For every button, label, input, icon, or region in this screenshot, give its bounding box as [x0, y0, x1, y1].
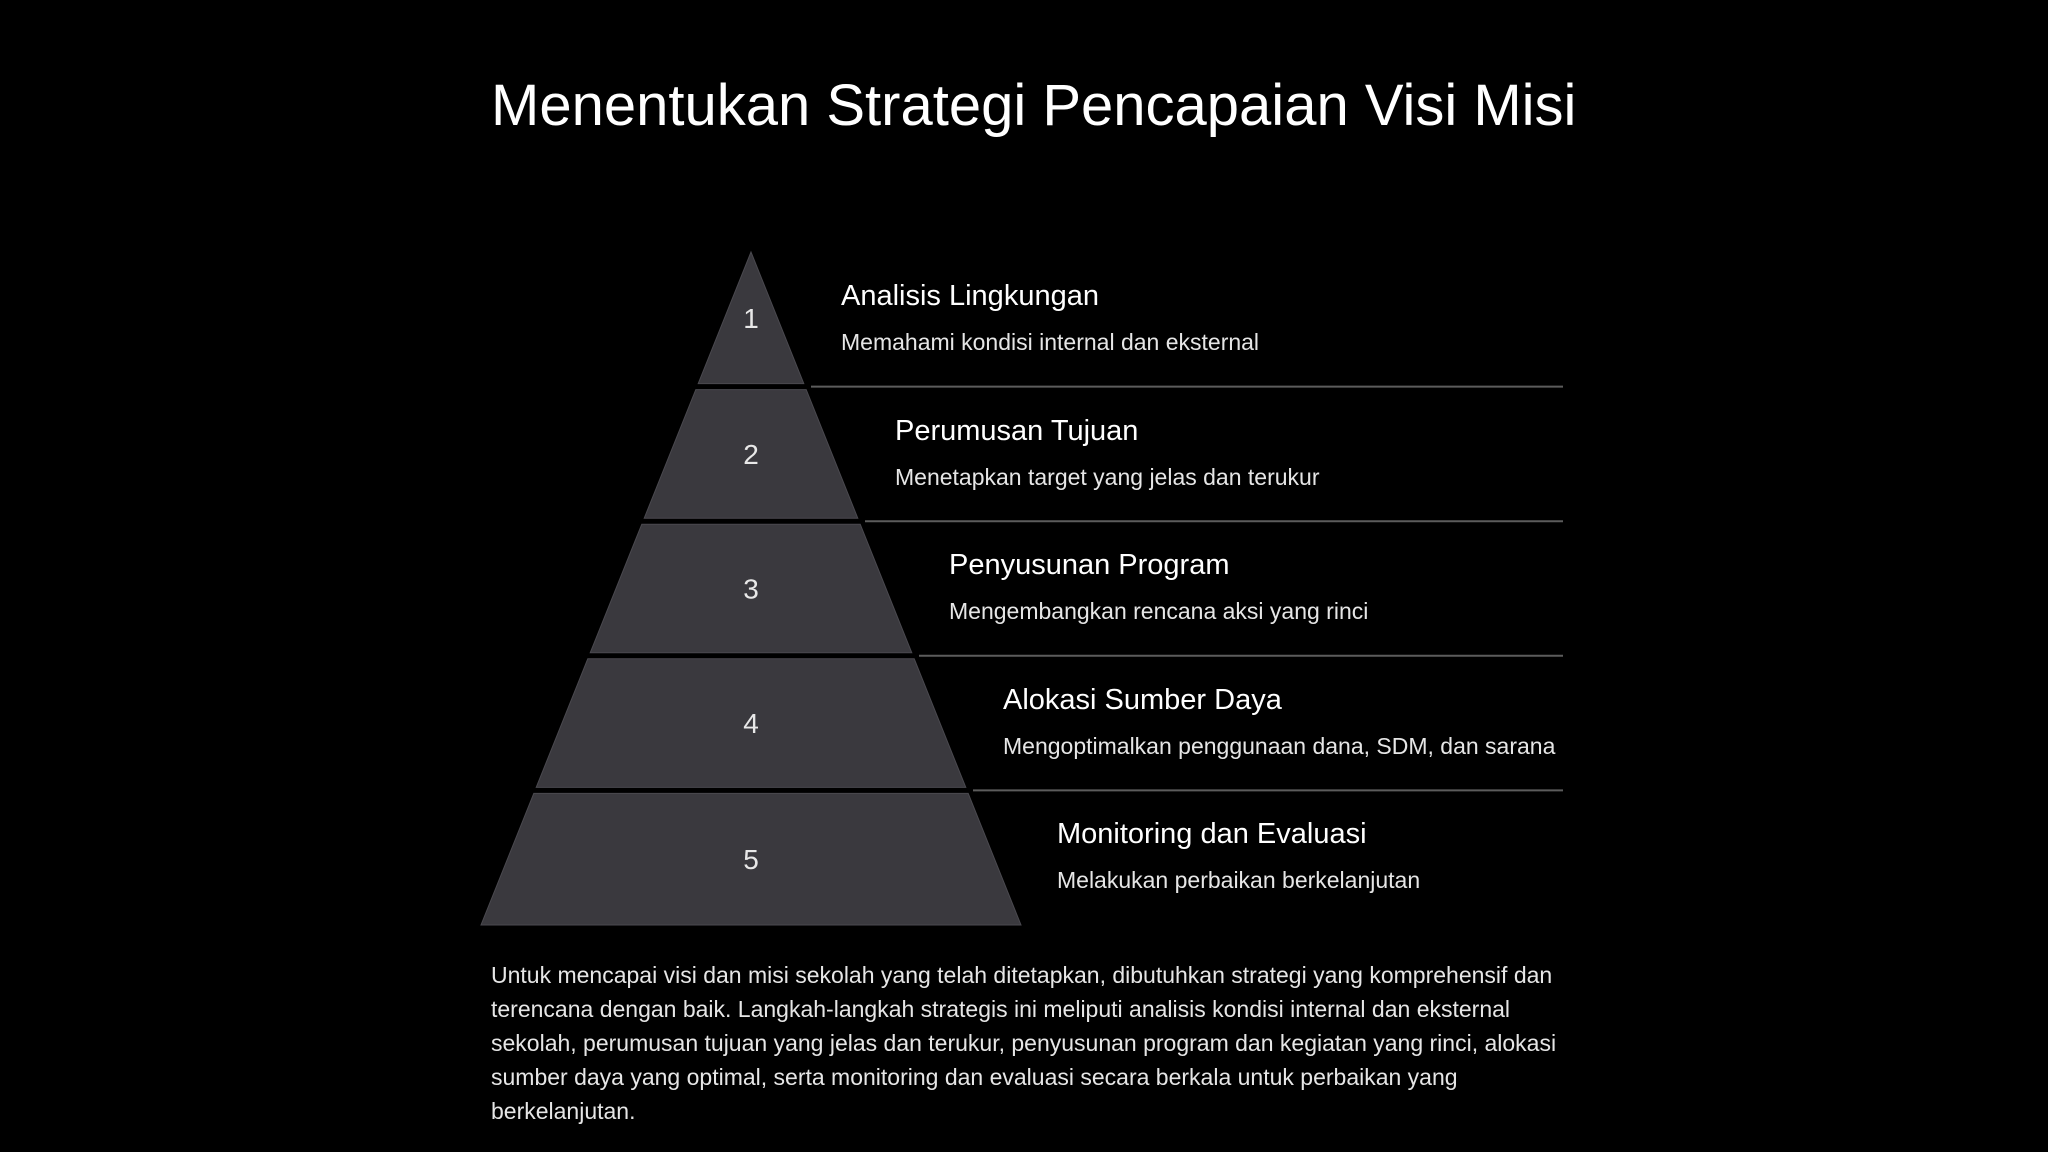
step-label-2 [895, 413, 1320, 491]
step-label-5 [1057, 816, 1420, 894]
step-label-3 [949, 547, 1368, 625]
step-title: Analisis Lingkungan [841, 280, 1099, 312]
step-description: Melakukan perbaikan berkelanjutan [1057, 867, 1421, 894]
summary-paragraph: Untuk mencapai visi dan misi sekolah yang telah ditetapkan, dibutuhkan strategi yang komprehensif dan terencana dengan baik. Langkah-langkah strategis ini meliputi analisis kondisi internal dan eksternal sekolah, perumusan tujuan yang jelas dan terukur, penyusunan program dan kegiatan yang rinci, alokasi sumber daya yang optimal, serta monitoring dan evaluasi secara berkala untuk perbaikan yang berkelanjutan. [491, 962, 1557, 1124]
step-title: Alokasi Sumber Daya [1003, 683, 1282, 716]
step-description: Mengembangkan rencana aksi yang rinci [949, 598, 1369, 625]
step-number-5: 5 [743, 844, 759, 876]
step-description: Menetapkan target yang jelas dan terukur [895, 463, 1320, 490]
slide-title: Menentukan Strategi Pencapaian Visi Misi [491, 73, 1577, 138]
step-number-2: 2 [743, 438, 759, 470]
step-title: Monitoring dan Evaluasi [1057, 818, 1367, 851]
step-title: Penyusunan Program [949, 549, 1230, 582]
pyramid-numbers [743, 303, 759, 875]
step-number-3: 3 [743, 573, 759, 605]
step-description: Memahami kondisi internal dan eksternal [841, 329, 1260, 355]
step-label-4 [1003, 682, 1555, 760]
step-description: Mengoptimalkan penggunaan dana, SDM, dan sarana [1003, 732, 1556, 759]
step-number-4: 4 [743, 708, 759, 740]
step-label-1 [841, 278, 1259, 356]
step-title: Perumusan Tujuan [895, 414, 1139, 447]
step-number-1: 1 [743, 302, 759, 334]
